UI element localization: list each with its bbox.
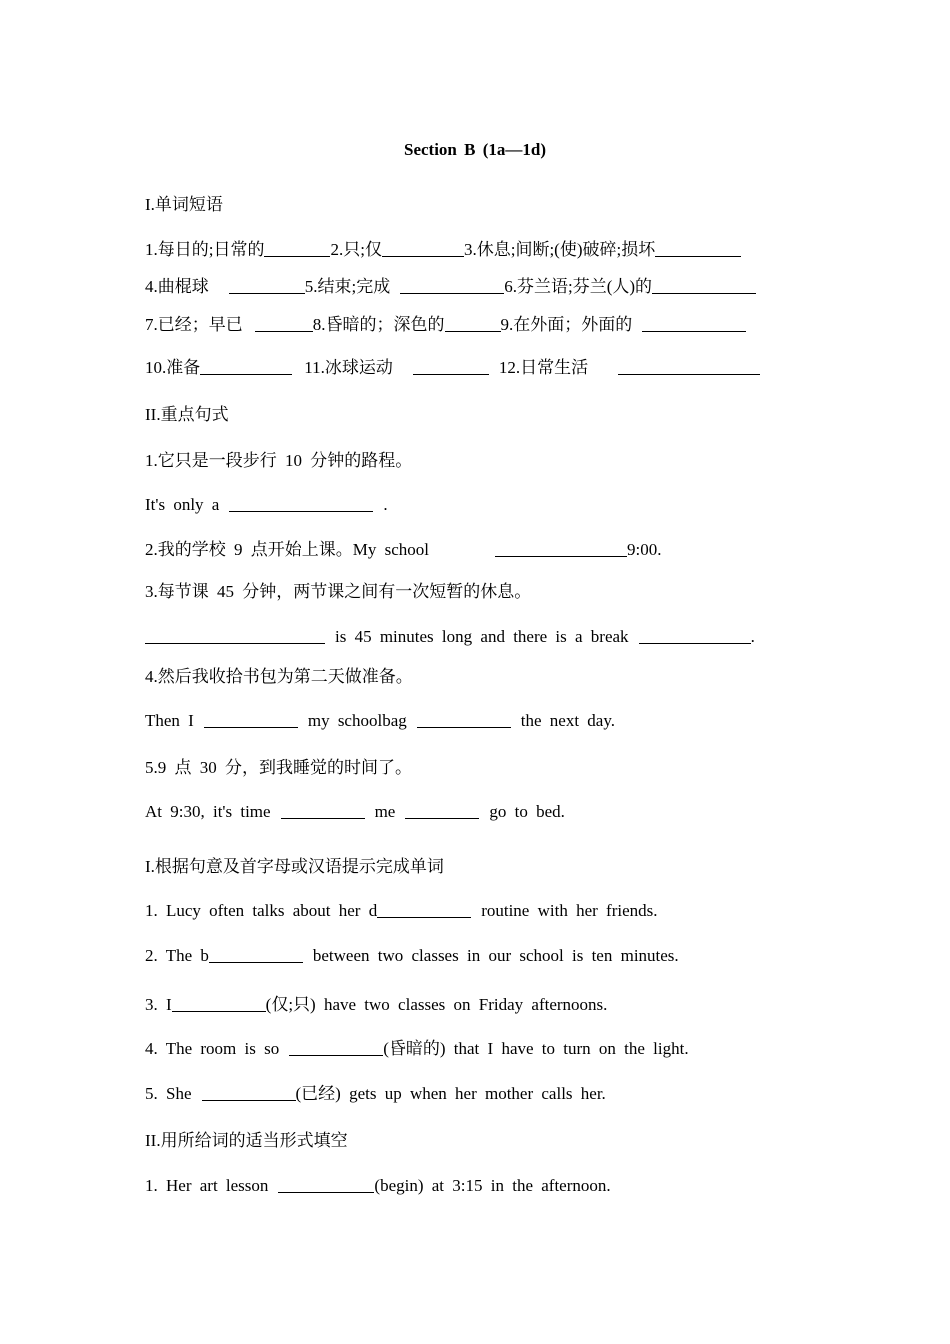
page-title: Section B (1a—1d) xyxy=(404,140,546,159)
vocab-item-1: 1.每日的;日常的 xyxy=(145,240,265,259)
sentence-3-chinese: 3.每节课 45 分钟，两节课之间有一次短暂的休息。 xyxy=(145,582,532,601)
answer-blank[interactable] xyxy=(204,710,298,728)
vocab-item-5: 5.结束;完成 xyxy=(304,277,391,296)
answer-blank[interactable] xyxy=(382,239,464,257)
vocab-row-4 xyxy=(145,353,760,378)
word-form-exercise-1: 1. Her art lesson (begin) at 3:15 in the afternoon. xyxy=(145,1176,611,1195)
vocab-item-8: 8.昏暗的；深色的 xyxy=(312,315,445,334)
vocab-item-7: 7.已经；早已 xyxy=(145,315,243,334)
answer-blank[interactable] xyxy=(255,314,313,332)
answer-blank[interactable] xyxy=(618,357,760,375)
exercise-2: 2. The b between two classes in our school is ten minutes. xyxy=(145,946,679,965)
answer-blank[interactable] xyxy=(655,239,741,257)
section-heading-sentences: II.重点句式 xyxy=(145,405,229,424)
answer-blank[interactable] xyxy=(445,314,501,332)
answer-blank[interactable] xyxy=(229,494,373,512)
answer-blank[interactable] xyxy=(202,1083,296,1101)
vocab-item-11: 11.冰球运动 xyxy=(304,358,393,377)
answer-blank[interactable] xyxy=(405,801,479,819)
sentence-5-chinese: 5.9 点 30 分，到我睡觉的时间了。 xyxy=(145,758,412,777)
answer-blank[interactable] xyxy=(200,357,292,375)
sentence-2: 2.我的学校 9 点开始上课。My school 9:00. xyxy=(145,540,662,559)
answer-blank[interactable] xyxy=(145,626,325,644)
vocab-row-3 xyxy=(145,310,746,335)
answer-blank[interactable] xyxy=(172,994,266,1012)
vocab-item-10: 10.准备 xyxy=(145,358,201,377)
vocab-item-2: 2.只;仅 xyxy=(330,240,382,259)
answer-blank[interactable] xyxy=(377,900,471,918)
answer-blank[interactable] xyxy=(289,1038,383,1056)
vocab-item-3: 3.休息;间断;(使)破碎;损坏 xyxy=(463,240,656,259)
sentence-5-english: At 9:30, it's time me go to bed. xyxy=(145,802,565,821)
vocab-item-12: 12.日常生活 xyxy=(498,358,589,377)
answer-blank[interactable] xyxy=(413,357,489,375)
answer-blank[interactable] xyxy=(400,276,504,294)
sentence-1-english: It's only a . xyxy=(145,495,388,514)
sentence-3-english: is 45 minutes long and there is a break . xyxy=(145,626,755,647)
answer-blank[interactable] xyxy=(639,626,751,644)
answer-blank[interactable] xyxy=(417,710,511,728)
answer-blank[interactable] xyxy=(229,276,305,294)
vocab-item-6: 6.芬兰语;芬兰(人)的 xyxy=(504,277,653,296)
vocab-item-9: 9.在外面；外面的 xyxy=(500,315,633,334)
section-heading-vocabulary: I.单词短语 xyxy=(145,195,223,214)
answer-blank[interactable] xyxy=(278,1175,374,1193)
exercise-3: 3. I (仅;只) have two classes on Friday afternoons. xyxy=(145,995,608,1014)
answer-blank[interactable] xyxy=(281,801,365,819)
sentence-4-english: Then I my schoolbag the next day. xyxy=(145,711,615,730)
exercise-1: 1. Lucy often talks about her d routine with her friends. xyxy=(145,901,658,920)
vocab-row-2 xyxy=(145,272,756,297)
sentence-4-chinese: 4.然后我收拾书包为第二天做准备。 xyxy=(145,667,413,686)
answer-blank[interactable] xyxy=(495,539,627,557)
answer-blank[interactable] xyxy=(652,276,756,294)
exercise-5: 5. She (已经) gets up when her mother calls her. xyxy=(145,1084,606,1103)
answer-blank[interactable] xyxy=(209,945,303,963)
section-heading-word-forms: II.用所给词的适当形式填空 xyxy=(145,1131,348,1150)
sentence-1-chinese: 1.它只是一段步行 10 分钟的路程。 xyxy=(145,451,413,470)
section-heading-word-completion: I.根据句意及首字母或汉语提示完成单词 xyxy=(145,857,444,876)
answer-blank[interactable] xyxy=(264,239,330,257)
exercise-4: 4. The room is so (昏暗的) that I have to turn on the light. xyxy=(145,1039,689,1058)
answer-blank[interactable] xyxy=(642,314,746,332)
vocab-row-1 xyxy=(145,235,741,260)
vocab-item-4: 4.曲棍球 xyxy=(145,277,209,296)
